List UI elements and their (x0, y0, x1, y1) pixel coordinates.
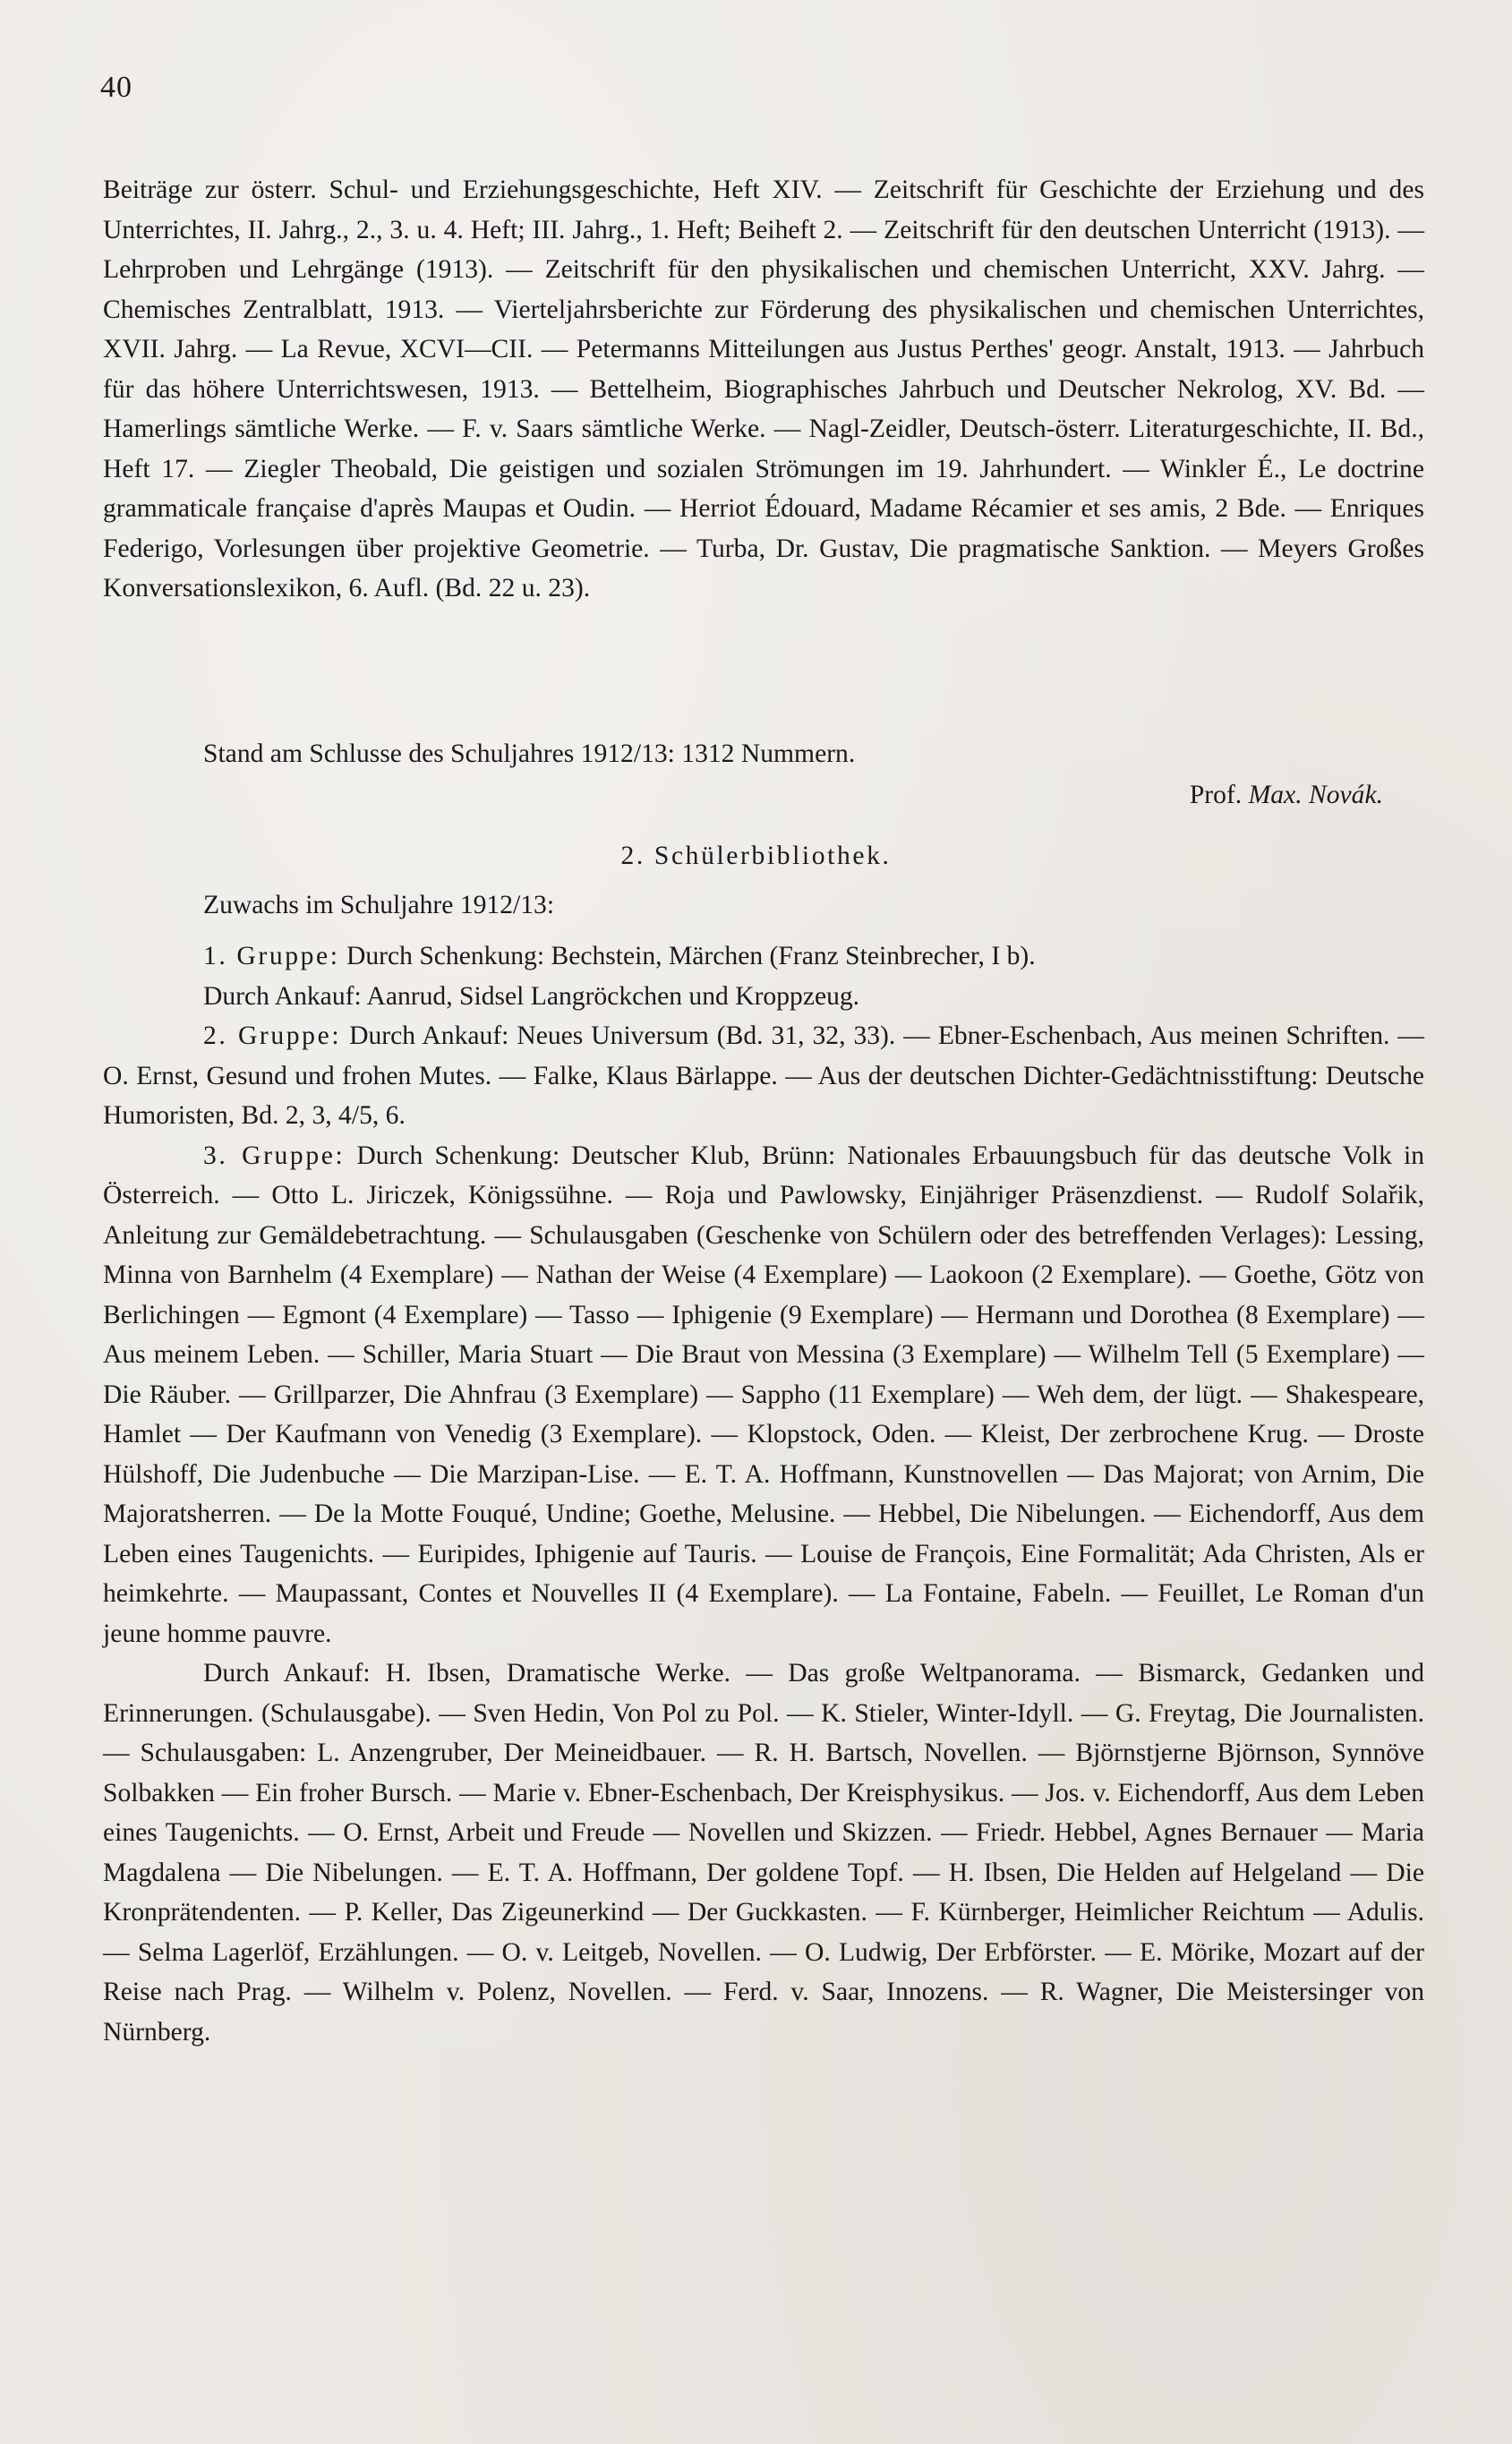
group-2-text: Durch Ankauf: Neues Universum (Bd. 31, 32, 33). — Ebner-Eschenbach, Aus meinen Schriften. — O. Ernst, Gesund und frohen Mutes. — Falke, Klaus Bärlappe. — Aus der deutschen Dichter-Gedächtnisstiftung: Deutsche Humoristen, Bd. 2, 3, 4/5, 6. (103, 1021, 1424, 1130)
group-1-paragraph (103, 936, 1424, 977)
signature-name: Max. Novák. (1248, 781, 1383, 809)
group-3-purchase: Durch Ankauf: H. Ibsen, Dramatische Werke. — Das große Weltpanorama. — Bismarck, Gedanken und Erinnerungen. (Schulausgabe). — Sven Hedin, Von Pol zu Pol. — K. Stieler, Winter-Idyll. — G. Freytag, Die Journalisten. — Schulausgaben: L. Anzengruber, Der Meineidbauer. — R. H. Bartsch, Novellen. — Björnstjerne Björnson, Synnöve Solbakken — Ein froher Bursch. — Marie v. Ebner-Eschenbach, Der Kreisphysikus. — Jos. v. Eichendorff, Aus dem Leben eines Taugenichts. — O. Ernst, Arbeit und Freude — Novellen und Skizzen. — Friedr. Hebbel, Agnes Bernauer — Maria Magdalena — Die Nibelungen. — E. T. A. Hoffmann, Der goldene Topf. — H. Ibsen, Die Helden auf Helgeland — Die Kronprätendenten. — P. Keller, Das Zigeunerkind — Der Guckkasten. — F. Kürnberger, Heimlicher Reichtum — Adulis. — Selma Lagerlöf, Erzählungen. — O. v. Leitgeb, Novellen. — O. Ludwig, Der Erbförster. — E. Mörike, Mozart auf der Reise nach Prag. — Wilhelm v. Polenz, Novellen. — Ferd. v. Saar, Innozens. — R. Wagner, Die Meistersinger von Nürnberg. (103, 1659, 1424, 2047)
group-3-paragraph (103, 1136, 1424, 1654)
group-1-label: 1. Gruppe: (203, 942, 340, 970)
student-library-groups (103, 936, 1424, 2052)
page-number: 40 (100, 71, 132, 104)
zuwachs-line: Zuwachs im Schuljahre 1912/13: (203, 891, 555, 919)
signature-prefix: Prof. (1189, 781, 1243, 809)
signature (1190, 775, 1383, 816)
group-3-label: 3. Gruppe: (203, 1141, 346, 1170)
group-2-label: 2. Gruppe: (203, 1021, 342, 1050)
library-paragraph: Beiträge zur österr. Schul- und Erziehungsgeschichte, Heft XIV. — Zeitschrift für Geschichte der Erziehung und des Unterrichtes, II. Jahrg., 2., 3. u. 4. Heft; III. Jahrg., 1. Heft; Beiheft 2. — Zeitschrift für den deutschen Unterricht (1913). — Lehrproben und Lehrgänge (1913). — Zeitschrift für den physikalischen und chemischen Unterricht, XXV. Jahrg. — Chemisches Zentralblatt, 1913. — Vierteljahrsberichte zur Förderung des physikalischen und chemischen Unterrichtes, XVII. Jahrg. — La Revue, XCVI—CII. — Petermanns Mitteilungen aus Justus Perthes' geogr. Anstalt, 1913. — Jahrbuch für das höhere Unterrichtswesen, 1913. — Bettelheim, Biographisches Jahrbuch und Deutscher Nekrolog, XV. Bd. — Hamerlings sämtliche Werke. — F. v. Saars sämtliche Werke. — Nagl-Zeidler, Deutsch-österr. Literaturgeschichte, II. Bd., Heft 17. — Ziegler Theobald, Die geistigen und sozialen Strömungen im 19. Jahrhundert. — Winkler É., Le doctrine grammaticale française d'après Maupas et Oudin. — Herriot Édouard, Madame Récamier et ses amis, 2 Bde. — Enriques Federigo, Vorlesungen über projektive Geometrie. — Turba, Dr. Gustav, Die pragmatische Sanktion. — Meyers Großes Konversationslexikon, 6. Aufl. (Bd. 22 u. 23). (103, 175, 1424, 602)
section-heading: 2. Schülerbibliothek. (620, 842, 892, 870)
group-1-text: Durch Schenkung: Bechstein, Märchen (Franz Steinbrecher, I b). (346, 942, 1036, 970)
group-3-text: Durch Schenkung: Deutscher Klub, Brünn: Nationales Erbauungsbuch für das deutsche Volk in Österreich. — Otto L. Jiriczek, Königssühne. — Roja und Pawlowsky, Einjähriger Präsenzdienst. — Rudolf Solařik, Anleitung zur Gemäldebetrachtung. — Schulausgaben (Geschenke von Schülern oder des betreffenden Verlages): Lessing, Minna von Barnhelm (4 Exemplare) — Nathan der Weise (4 Exemplare) — Laokoon (2 Exemplare). — Goethe, Götz von Berlichingen — Egmont (4 Exemplare) — Tasso — Iphigenie (9 Exemplare) — Hermann und Dorothea (8 Exemplare) — Aus meinem Leben. — Schiller, Maria Stuart — Die Braut von Messina (3 Exemplare) — Wilhelm Tell (5 Exemplare) — Die Räuber. — Grillparzer, Die Ahnfrau (3 Exemplare) — Sappho (11 Exemplare) — Weh dem, der lügt. — Shakespeare, Hamlet — Der Kaufmann von Venedig (3 Exemplare). — Klopstock, Oden. — Kleist, Der zerbrochene Krug. — Droste Hülshoff, Die Judenbuche — Die Marzipan-Lise. — E. T. A. Hoffmann, Kunstnovellen — Das Majorat; von Arnim, Die Majoratsherren. — De la Motte Fouqué, Undine; Goethe, Melusine. — Hebbel, Die Nibelungen. — Eichendorff, Aus dem Leben eines Taugenichts. — Euripides, Iphigenie auf Tauris. — Louise de François, Eine Formalität; Ada Christen, Als er heimkehrte. — Maupassant, Contes et Nouvelles II (4 Exemplare). — La Fontaine, Fabeln. — Feuillet, Le Roman d'un jeune homme pauvre. (103, 1141, 1424, 1648)
library-acquisitions-paragraph (103, 170, 1424, 609)
group-1-purchase: Durch Ankauf: Aanrud, Sidsel Langröckchen und Kroppzeug. (203, 981, 860, 1011)
stand-line: Stand am Schlusse des Schuljahres 1912/13: 1312 Nummern. (203, 739, 856, 768)
group-2-paragraph (103, 1016, 1424, 1136)
